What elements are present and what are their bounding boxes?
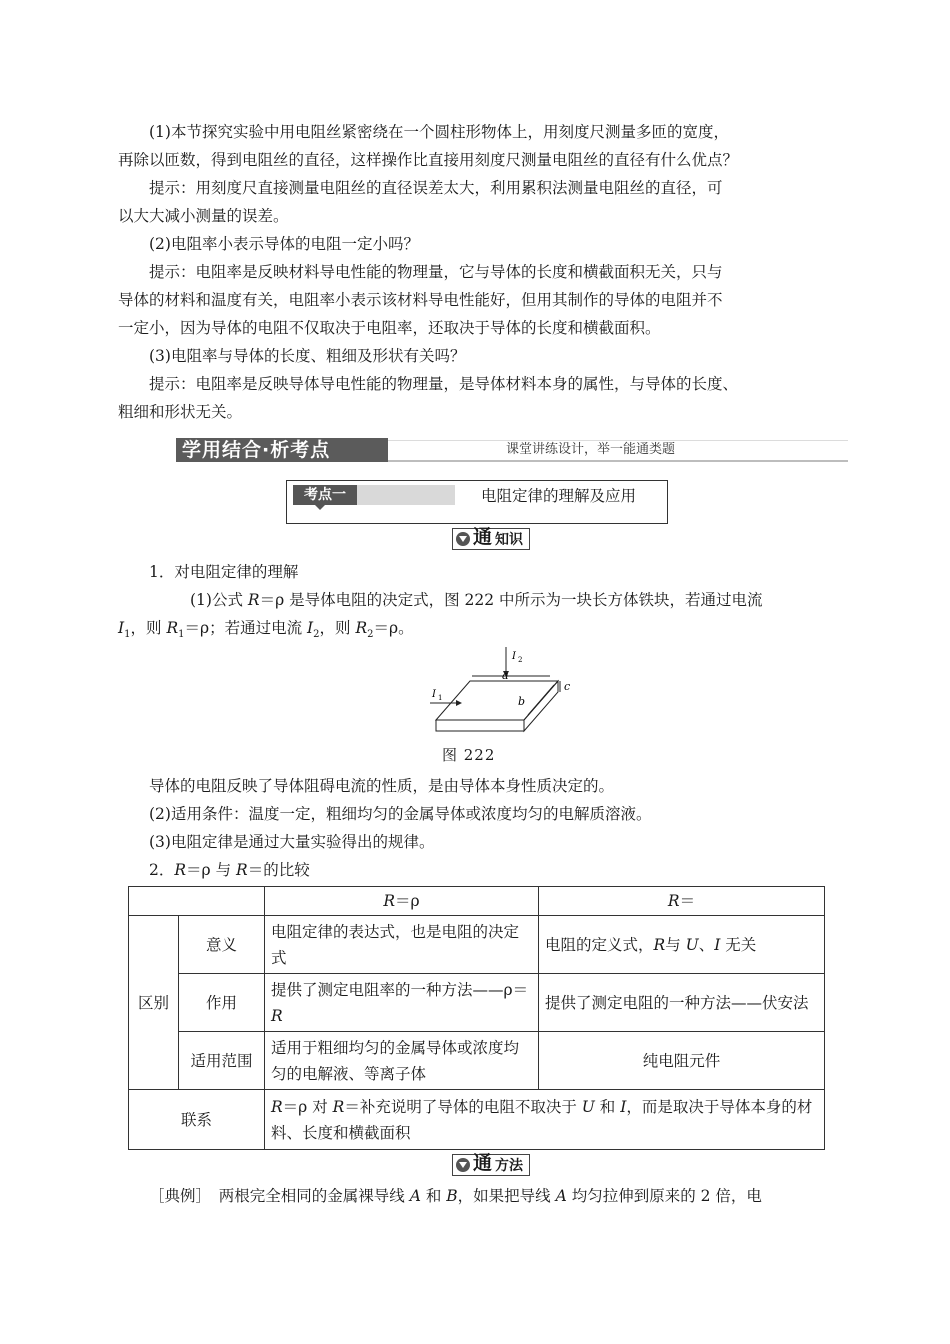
knowledge-header-big: 通: [473, 526, 493, 548]
table-relation-label: 联系: [129, 1090, 265, 1150]
table-relation-cell: R＝ρ 对 R＝补充说明了导体的电阻不取决于 U 和 I，而是取决于导体本身的材料、长度和横截面积: [265, 1090, 825, 1150]
comparison-table: [128, 886, 825, 1150]
table-row: [129, 1090, 825, 1150]
paragraph-a3: 提示：电阻率是反映导体导电性能的物理量，是导体材料本身的属性，与导体的长度、: [149, 375, 739, 393]
topic-title: 电阻定律的理解及应用: [481, 487, 637, 505]
label-i1: I: [432, 689, 436, 700]
table-cell: 电阻定律的表达式，也是电阻的决定式: [265, 916, 539, 974]
section1-p1: 导体的电阻反映了导体阻碍电流的性质，是由导体本身性质决定的。: [149, 777, 615, 795]
topic-tag-notch: [315, 505, 325, 510]
figure-iron-block: [418, 645, 578, 735]
arrow-i1-head: [456, 700, 462, 706]
method-header: [452, 1154, 530, 1176]
paragraph-a3-cont: 粗细和形状无关。: [118, 403, 243, 421]
knowledge-header-small: 知识: [495, 532, 523, 548]
table-row-label: 作用: [179, 974, 265, 1032]
paragraph-a2-cont2: 一定小，因为导体的电阻不仅取决于电阻率，还取决于导体的长度和横截面积。: [118, 319, 661, 337]
paragraph-q1-cont: 再除以匝数，得到电阻丝的直径，这样操作比直接用刻度尺测量电阻丝的直径有什么优点？: [118, 151, 739, 169]
block-side-face: [524, 681, 558, 731]
table-row: [129, 974, 825, 1032]
knowledge-header: [452, 528, 530, 550]
section1-line1: (1)公式 R＝ρ 是导体电阻的决定式，图 222 中所示为一块长方体铁块，若通过电流: [190, 591, 763, 609]
down-arrow-icon: [456, 1158, 470, 1172]
table-group-label: 区别: [129, 916, 179, 1090]
label-i1-sub: 1: [438, 694, 443, 702]
section1-line2: $I_1$，则 $R_1=\rho$；若通过电流 $I_2$，则 $R_2=\rho$。: [118, 619, 414, 641]
table-cell: 电阻的定义式，R与 U、I 无关: [539, 916, 825, 974]
paragraph-q3: (3)电阻率与导体的长度、粗细及形状有关吗？: [149, 347, 466, 365]
table-cell: 纯电阻元件: [539, 1032, 825, 1090]
section-banner: [176, 438, 848, 464]
label-a: a: [502, 669, 509, 682]
table-cell: 提供了测定电阻率的一种方法——ρ＝R: [265, 974, 539, 1032]
down-arrow-icon: [456, 532, 470, 546]
label-b: b: [518, 695, 526, 708]
banner-title: 学用结合·析考点: [176, 438, 388, 462]
dim-b-line: [528, 685, 554, 715]
method-header-small: 方法: [495, 1158, 523, 1174]
table-row: [129, 1032, 825, 1090]
table-col2-header: R＝: [539, 887, 825, 916]
example-paragraph: ［典例］ 两根完全相同的金属裸导线 A 和 B，如果把导线 A 均匀拉伸到原来的 2 倍，电: [149, 1187, 762, 1205]
block-front-face: [436, 720, 524, 731]
label-i2: I: [512, 651, 516, 662]
table-cell: 适用于粗细均匀的金属导体或浓度均匀的电解液、等离子体: [265, 1032, 539, 1090]
paragraph-q2: (2)电阻率小表示导体的电阻一定小吗？: [149, 235, 419, 253]
table-col1-header: R＝ρ: [265, 887, 539, 916]
table-header-row: [129, 887, 825, 916]
banner-subtitle: 课堂讲练设计，举一能通类题: [506, 442, 676, 457]
banner-rule: [388, 460, 848, 462]
method-header-big: 通: [473, 1152, 493, 1174]
label-c: c: [564, 680, 571, 693]
paragraph-a2-cont1: 导体的材料和温度有关，电阻率小表示该材料导电性能好，但用其制作的导体的电阻并不: [118, 291, 723, 309]
block-top-face: [436, 681, 558, 720]
label-i2-sub: 2: [518, 656, 523, 664]
section1-p2: (2)适用条件：温度一定，粗细均匀的金属导体或浓度均匀的电解质溶液。: [149, 805, 652, 823]
table-row: [129, 916, 825, 974]
figure-caption: 图 222: [442, 746, 496, 764]
table-cell: 提供了测定电阻的一种方法——伏安法: [539, 974, 825, 1032]
paragraph-a2: 提示：电阻率是反映材料导电性能的物理量，它与导体的长度和横截面积无关，只与: [149, 263, 723, 281]
section1-p3: (3)电阻定律是通过大量实验得出的规律。: [149, 833, 435, 851]
table-row-label: 适用范围: [179, 1032, 265, 1090]
section1-title: 1．对电阻定律的理解: [149, 563, 299, 581]
section2-title: 2．R＝ρ 与 R＝的比较: [149, 861, 310, 879]
paragraph-q1: (1)本节探究实验中用电阻丝紧密绕在一个圆柱形物体上，用刻度尺测量多匝的宽度，: [149, 123, 729, 141]
paragraph-a1-cont: 以大大减小测量的误差。: [118, 207, 289, 225]
table-corner: [129, 887, 265, 916]
paragraph-a1: 提示：用刻度尺直接测量电阻丝的直径误差太大，利用累积法测量电阻丝的直径，可: [149, 179, 723, 197]
topic-tag: 考点一: [293, 485, 357, 505]
topic-box: [286, 480, 668, 524]
table-row-label: 意义: [179, 916, 265, 974]
topic-tag-extension: [357, 485, 455, 505]
